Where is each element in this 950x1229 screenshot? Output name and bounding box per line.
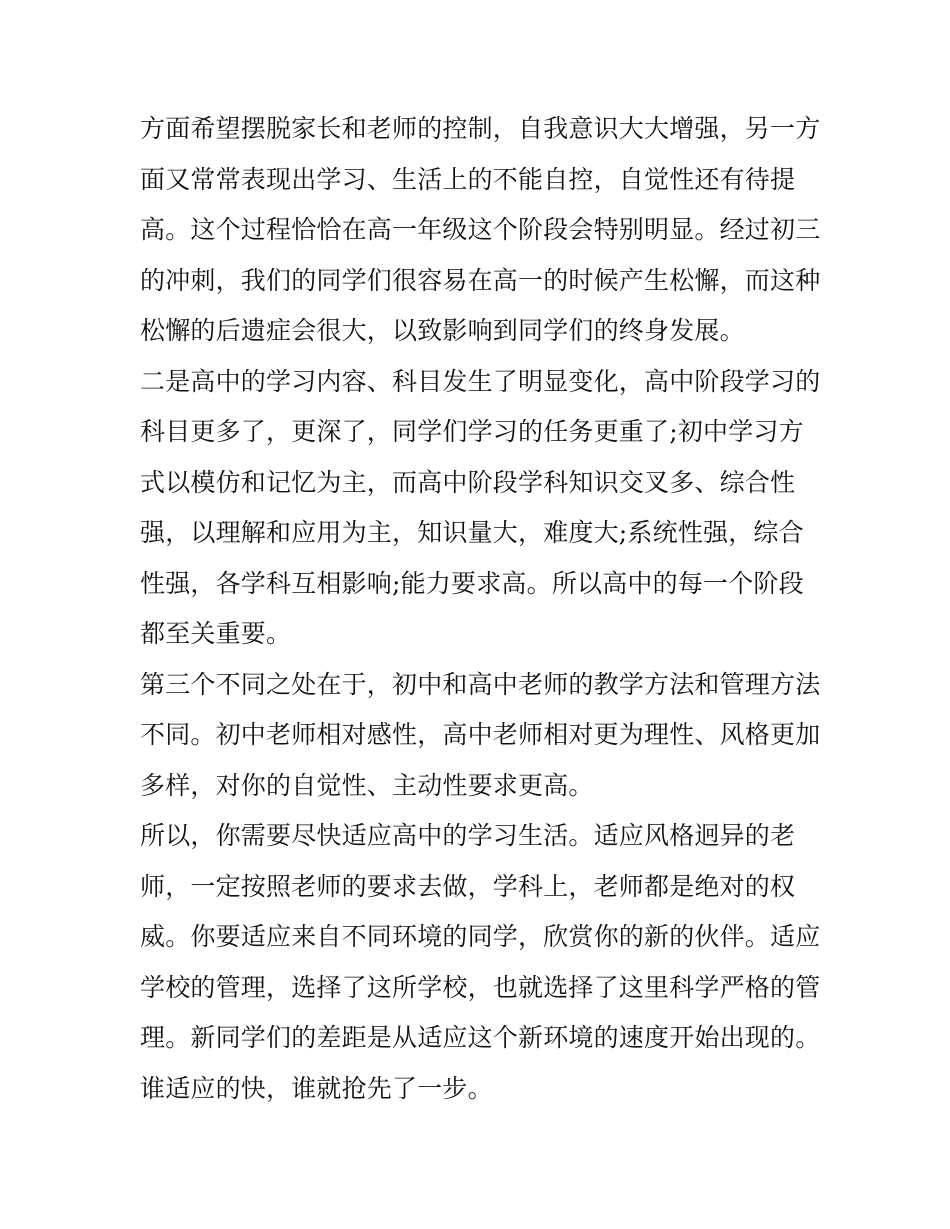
text-line: 师，一定按照老师的要求去做，学科上，老师都是绝对的权 xyxy=(140,871,796,901)
body-text xyxy=(140,104,821,1114)
text-line: 方面希望摆脱家长和老师的控制，自我意识大大增强，另一方 xyxy=(140,114,821,143)
text-line: 松懈的后遗症会很大，以致影响到同学们的终身发展。 xyxy=(140,316,745,345)
text-line: 多样，对你的自觉性、主动性要求更高。 xyxy=(140,770,594,800)
text-line: 学校的管理，选择了这所学校，也就选择了这里科学严格的管 xyxy=(140,972,821,1002)
text-line: 第三个不同之处在于，初中和高中老师的教学方法和管理方法 xyxy=(140,669,821,699)
text-line: 不同。初中老师相对感性，高中老师相对更为理性、风格更加 xyxy=(140,720,821,749)
text-line: 谁适应的快，谁就抢先了一步。 xyxy=(140,1073,493,1103)
text-line: 强，以理解和应用为主，知识量大，难度大;系统性强，综合 xyxy=(140,518,804,547)
text-line: 性强，各学科互相影响;能力要求高。所以高中的每一个阶段 xyxy=(140,568,804,598)
text-line: 所以，你需要尽快适应高中的学习生活。适应风格迥异的老 xyxy=(140,821,796,850)
text-line: 二是高中的学习内容、科目发生了明显变化，高中阶段学习的 xyxy=(140,366,821,396)
text-line: 面又常常表现出学习、生活上的不能自控，自觉性还有待提 xyxy=(140,164,796,194)
text-line: 理。新同学们的差距是从适应这个新环境的速度开始出现的。 xyxy=(140,1023,821,1052)
text-line: 威。你要适应来自不同环境的同学，欣赏你的新的伙伴。适应 xyxy=(140,922,821,951)
text-line: 的冲刺，我们的同学们很容易在高一的时候产生松懈，而这种 xyxy=(140,265,821,295)
text-line: 都至关重要。 xyxy=(140,619,292,648)
text-line: 科目更多了，更深了，同学们学习的任务更重了;初中学习方 xyxy=(140,417,804,446)
text-line: 式以模仿和记忆为主，而高中阶段学科知识交叉多、综合性 xyxy=(140,467,796,497)
text-line: 高。这个过程恰恰在高一年级这个阶段会特别明显。经过初三 xyxy=(140,215,821,244)
